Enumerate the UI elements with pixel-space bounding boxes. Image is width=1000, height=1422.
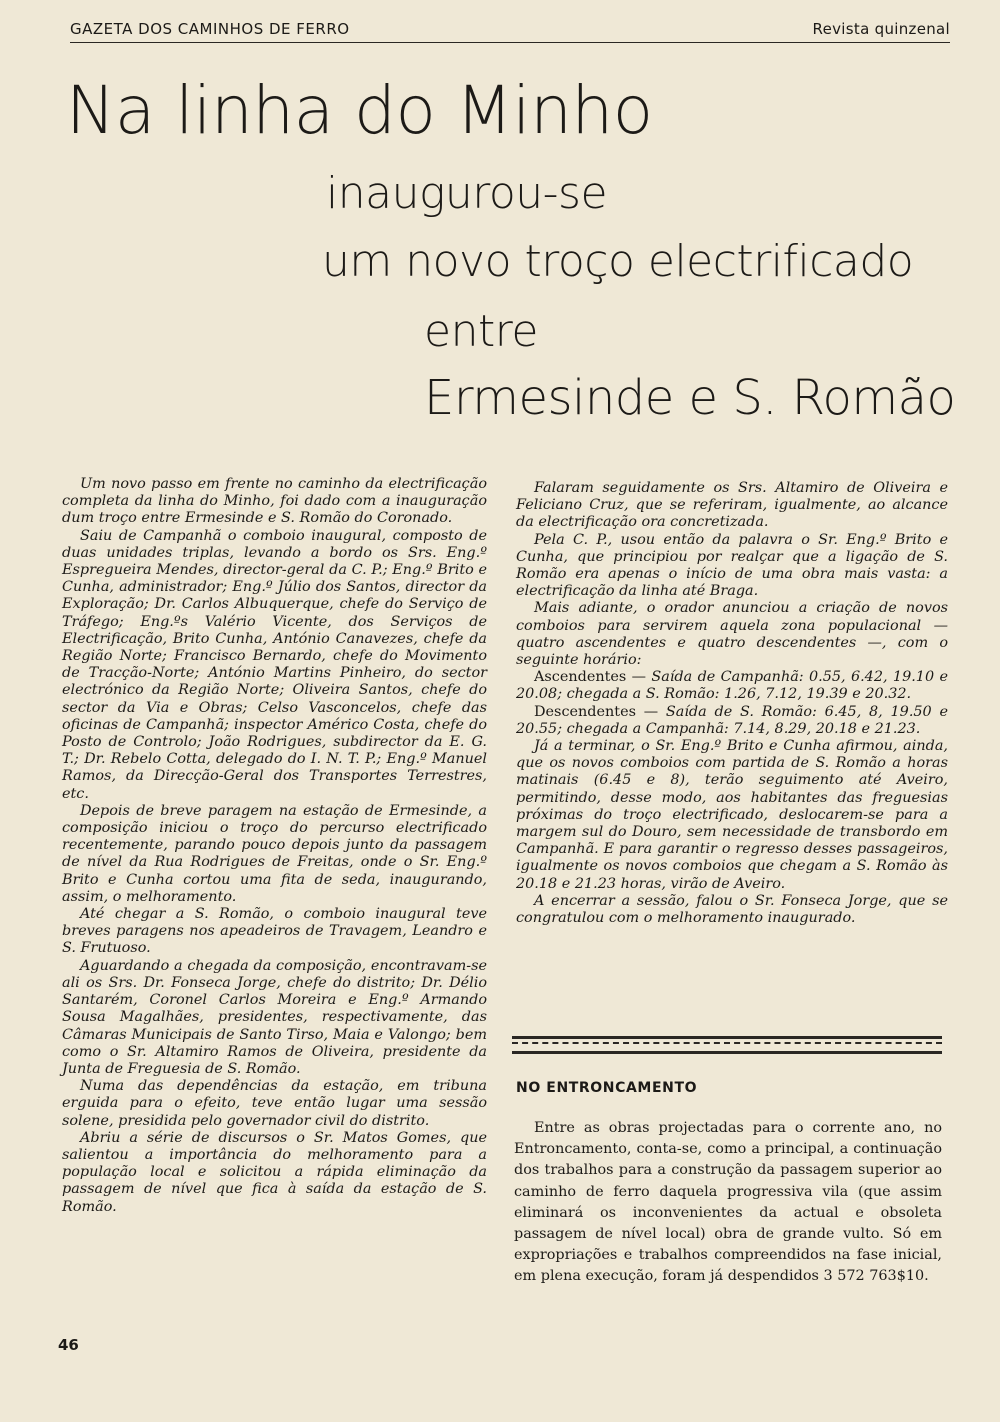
schedule-times: Saída de S. Romão: 6.45, 8, 19.50 e 20.55; chegada a Campanhã: 7.14, 8.29, 20.18 e 21.23. bbox=[516, 703, 948, 737]
paragraph: Pela C. P., usou então da palavra o Sr. Eng.º Brito e Cunha, que principiou por realçar que a ligação de S. Romão era apenas o início de uma obra mais vasta: a electrificação da linha até Braga. bbox=[516, 531, 948, 600]
paragraph: Saiu de Campanhã o comboio inaugural, composto de duas unidades triplas, levando a bordo os Srs. Eng.º Espregueira Mendes, director-geral da C. P.; Eng.º Brito e Cunha, administrador; Eng.º Júlio dos Santos, director da Exploração; Dr. Carlos Albuquerque, chefe do Serviço de Tráfego; Eng.ºs Valério Vicente, dos Serviços de Electrificação, Brito Cunha, António Canavezes, chefe da Região Norte; Francisco Bernardo, chefe do Movimento de Tracção-Norte; António Martins Pinheiro, do sector electrónico da Região Norte; Oliveira Santos, chefe do sector da Via e Obras; Celso Vasconcelos, chefe das oficinas de Campanhã; inspector Américo Costa, chefe do Posto de Controlo; João Rodrigues, subdirector da E. G. T.; Dr. Rebelo Cotta, delegado do I. N. T. P.; Eng.º Manuel Ramos, da Direcção-Geral dos Transportes Terrestres, etc. bbox=[62, 527, 487, 802]
schedule-descending bbox=[516, 704, 948, 738]
paragraph: Mais adiante, o orador anunciou a criação de novos comboios para servirem aquela zona populacional — quatro ascendentes e quatro descendentes —, com o seguinte horário: bbox=[516, 600, 948, 669]
section-body bbox=[514, 1118, 942, 1288]
paragraph: Numa das dependências da estação, em tribuna erguida para o efeito, teve então lugar uma sessão solene, presidida pelo governador civil do distrito. bbox=[62, 1078, 487, 1129]
schedule-times: Saída de Campanhã: 0.55, 6.42, 19.10 e 20.08; chegada a S. Romão: 1.26, 7.12, 19.39 e 20.32. bbox=[516, 669, 948, 703]
right-column bbox=[516, 480, 948, 927]
paragraph: Um novo passo em frente no caminho da electrificação completa da linha do Minho, foi dado com a inauguração dum troço entre Ermesinde e S. Romão do Coronado. bbox=[62, 476, 487, 527]
paragraph: Falaram seguidamente os Srs. Altamiro de Oliveira e Feliciano Cruz, que se referiram, igualmente, ao alcance da electrificação ora concretizada. bbox=[516, 480, 948, 531]
section-heading: NO ENTRONCAMENTO bbox=[516, 1080, 698, 1096]
publication-name: GAZETA DOS CAMINHOS DE FERRO bbox=[70, 20, 350, 38]
paragraph: Até chegar a S. Romão, o comboio inaugural teve breves paragens nos apeadeiros de Travagem, Leandro e S. Frutuoso. bbox=[62, 906, 487, 957]
paragraph: Já a terminar, o Sr. Eng.º Brito e Cunha afirmou, ainda, que os novos comboios com partida de S. Romão a horas matinais (6.45 e 8), terão seguimento até Aveiro, permitindo, desse modo, aos habitantes das freguesias próximas do troço electrificado, deslocarem-se para a margem sul do Douro, sem necessidade de transbordo em Campanhã. E para garantir o regresso desses passageiros, igualmente os novos comboios que chegam a S. Romão às 20.18 e 21.23 horas, virão de Aveiro. bbox=[516, 738, 948, 892]
publication-frequency: Revista quinzenal bbox=[812, 20, 950, 38]
schedule-ascending bbox=[516, 669, 948, 703]
page-number: 46 bbox=[58, 1336, 79, 1354]
paragraph: Aguardando a chegada da composição, encontravam-se ali os Srs. Dr. Fonseca Jorge, chefe do distrito; Dr. Délio Santarém, Coronel Carlos Moreira e Eng.º Armando Sousa Magalhães, presidentes, respectivamente, das Câmaras Municipais de Santo Tirso, Maia e Valongo; bem como o Sr. Altamiro Ramos de Oliveira, presidente da Junta de Freguesia de S. Romão. bbox=[62, 957, 487, 1077]
paragraph: A encerrar a sessão, falou o Sr. Fonseca Jorge, que se congratulou com o melhoramento inaugurado. bbox=[516, 892, 948, 927]
running-header bbox=[70, 14, 950, 43]
headline-line-5: Ermesinde e S. Romão bbox=[424, 370, 956, 426]
headline-line-1: Na linha do Minho bbox=[66, 72, 653, 149]
paragraph: Abriu a série de discursos o Sr. Matos Gomes, que salientou a importância do melhoramento para a população local e solicitou a rápida eliminação da passagem de nível que fica à saída da estação de S. Romão. bbox=[62, 1129, 487, 1215]
headline-line-3: um novo troço electrificado bbox=[322, 236, 914, 287]
schedule-label: Descendentes — bbox=[534, 703, 659, 720]
section-divider bbox=[512, 1036, 942, 1054]
schedule-label: Ascendentes — bbox=[534, 669, 647, 686]
paragraph: Depois de breve paragem na estação de Ermesinde, a composição iniciou o troço do percurso electrificado recentemente, parando pouco depois junto da passagem de nível da Rua Rodrigues de Freitas, onde o Sr. Eng.º Brito e Cunha cortou uma fita de seda, inaugurando, assim, o melhoramento. bbox=[62, 802, 487, 905]
left-column bbox=[62, 476, 487, 1216]
paragraph: Entre as obras projectadas para o corrente ano, no Entroncamento, conta-se, como a principal, a continuação dos trabalhos para a construção da passagem superior ao caminho de ferro daquela progressiva vila (que assim eliminará os inconvenientes da actual e obsoleta passagem de nível local) obra de grande vulto. Só em expropriações e trabalhos compreendidos na fase inicial, em plena execução, foram já despendidos 3 572 763$10. bbox=[514, 1120, 942, 1285]
headline-line-4: entre bbox=[424, 306, 538, 357]
headline-line-2: inaugurou-se bbox=[326, 168, 608, 219]
